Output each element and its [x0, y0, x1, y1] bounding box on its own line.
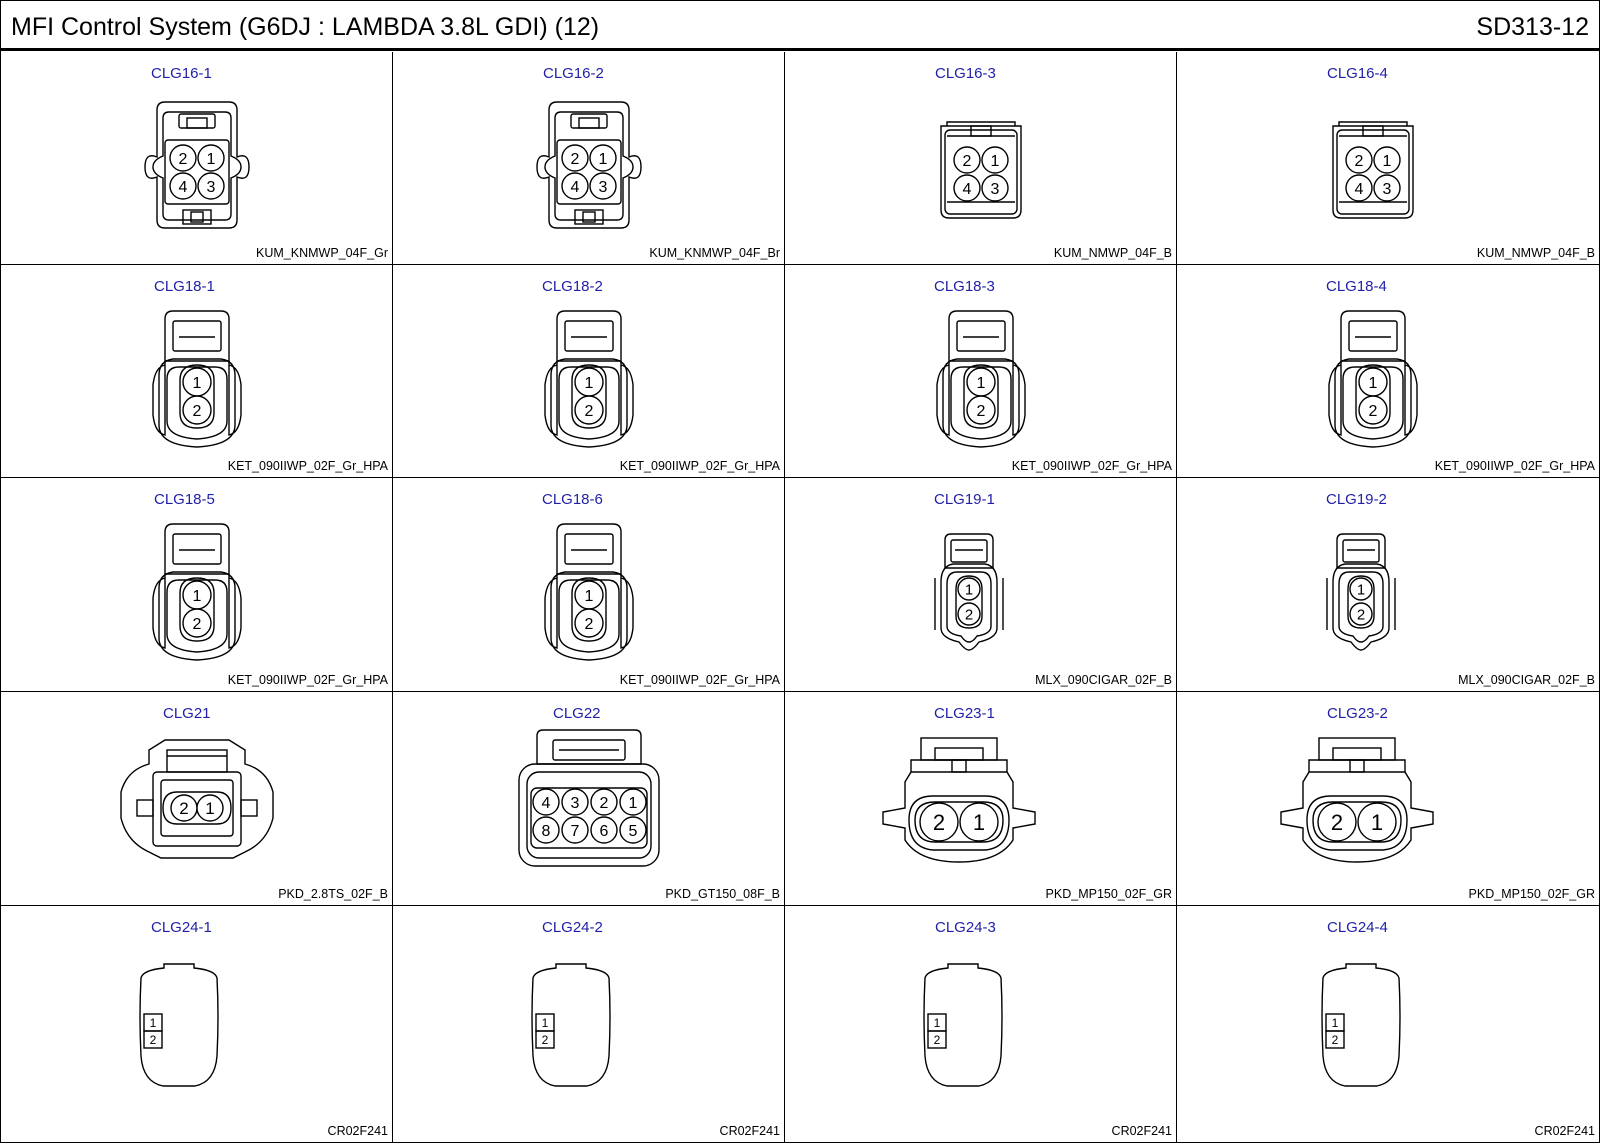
pin-number: 2	[962, 152, 972, 170]
connector-face-drawing	[1177, 52, 1599, 265]
pin-number: 1	[990, 152, 1000, 170]
pin-number: 1	[205, 799, 215, 819]
pin-number: 2	[1330, 809, 1344, 835]
pin-number: 1	[541, 1015, 549, 1030]
connector-face	[883, 738, 1035, 862]
connector-cell	[393, 265, 785, 478]
connector-cell	[1, 906, 393, 1142]
connector-id: CLG24-3	[935, 919, 996, 936]
connector-outline	[145, 102, 249, 228]
connector-id: CLG24-4	[1327, 919, 1388, 936]
pin-number: 1	[598, 150, 608, 168]
connector-cell	[1, 52, 393, 265]
connector-cell	[1177, 52, 1599, 265]
pin-number: 2	[1331, 1032, 1339, 1047]
latch	[935, 748, 983, 760]
pin-number: 2	[570, 150, 580, 168]
connector-part-number: KET_090IIWP_02F_Gr_HPA	[619, 459, 780, 473]
connector-cell	[1177, 692, 1599, 906]
connector-face	[1281, 738, 1433, 862]
connector-outline	[537, 102, 641, 228]
pin-number: 2	[1368, 402, 1378, 420]
pin-number: 1	[1356, 581, 1366, 599]
latch	[179, 114, 215, 128]
pin-number: 4	[570, 178, 580, 196]
connector-id: CLG18-2	[542, 278, 603, 295]
connector-id: CLG18-1	[154, 278, 215, 295]
connector-cell	[393, 478, 785, 692]
connector-part-number: KUM_KNMWP_04F_Br	[649, 246, 780, 260]
pin-number: 3	[598, 178, 608, 196]
pin-number: 1	[206, 150, 216, 168]
connector-face	[153, 524, 241, 660]
connector-outline	[1341, 311, 1405, 361]
connector-cell	[1177, 265, 1599, 478]
pin-number: 2	[933, 1032, 941, 1047]
connector-outline	[883, 760, 1035, 862]
connector-face-drawing	[1, 478, 393, 692]
pin-number: 2	[192, 402, 202, 420]
connector-part-number: PKD_MP150_02F_GR	[1045, 887, 1172, 901]
connector-face-drawing	[393, 692, 785, 906]
pin-number: 4	[541, 794, 551, 812]
key	[137, 800, 153, 816]
connector-id: CLG16-4	[1327, 65, 1388, 82]
connector-outline	[1333, 126, 1413, 218]
latch	[1349, 321, 1397, 351]
connector-cell	[1, 265, 393, 478]
connector-part-number: KUM_NMWP_04F_B	[1476, 246, 1595, 260]
connector-face	[941, 122, 1021, 218]
page-code: SD313-12	[1476, 13, 1589, 41]
connector-id: CLG19-2	[1326, 491, 1387, 508]
connector-part-number: KUM_NMWP_04F_B	[1053, 246, 1172, 260]
pin-number: 3	[570, 794, 580, 812]
connector-part-number: CR02F241	[327, 1124, 388, 1138]
connector-outline	[945, 534, 993, 568]
latch	[921, 738, 997, 760]
pin-number: 1	[1368, 374, 1378, 392]
pin-number: 2	[541, 1032, 549, 1047]
connector-id: CLG19-1	[934, 491, 995, 508]
pin-number: 3	[990, 180, 1000, 198]
pin-number: 1	[584, 587, 594, 605]
pin-number: 2	[976, 402, 986, 420]
connector-part-number: KET_090IIWP_02F_Gr_HPA	[1011, 459, 1172, 473]
latch	[1333, 748, 1381, 760]
connector-face-drawing	[393, 906, 785, 1142]
pin-number: 1	[933, 1015, 941, 1030]
latch	[1363, 126, 1383, 136]
connector-part-number: MLX_090CIGAR_02F_B	[1035, 673, 1172, 687]
connector-outline	[165, 311, 229, 361]
connector-part-number: PKD_GT150_08F_B	[665, 887, 780, 901]
connector-cell	[1, 478, 393, 692]
connector-face	[545, 524, 633, 660]
connector-face-drawing	[1, 265, 393, 478]
pin-number: 4	[1354, 180, 1364, 198]
connector-grid	[1, 52, 1599, 1142]
connector-part-number: CR02F241	[719, 1124, 780, 1138]
connector-cell	[1, 692, 393, 906]
pin-number: 4	[962, 180, 972, 198]
connector-part-number: KET_090IIWP_02F_Gr_HPA	[1434, 459, 1595, 473]
connector-id: CLG23-1	[934, 705, 995, 722]
connector-face-drawing	[1, 906, 393, 1142]
connector-face	[537, 102, 641, 228]
connector-id: CLG23-2	[1327, 705, 1388, 722]
connector-cell	[785, 692, 1177, 906]
connector-cell	[1177, 478, 1599, 692]
connector-part-number: CR02F241	[1534, 1124, 1595, 1138]
pin-number: 5	[628, 822, 638, 840]
pin-number: 2	[964, 606, 974, 624]
pin-number: 3	[1382, 180, 1392, 198]
connector-face	[519, 730, 659, 866]
pin-number: 1	[192, 587, 202, 605]
connector-cell	[785, 906, 1177, 1142]
connector-face	[1322, 964, 1400, 1086]
connector-outline	[949, 311, 1013, 361]
connector-face-drawing	[785, 906, 1177, 1142]
pin-number: 2	[584, 402, 594, 420]
pin-number: 2	[584, 615, 594, 633]
connector-face	[937, 311, 1025, 447]
latch	[957, 321, 1005, 351]
connector-part-number: MLX_090CIGAR_02F_B	[1458, 673, 1595, 687]
connector-face-drawing	[785, 265, 1177, 478]
connector-face-drawing	[1177, 906, 1599, 1142]
connector-outline	[557, 524, 621, 574]
connector-face-drawing	[393, 478, 785, 692]
connector-cell	[393, 52, 785, 265]
connector-outline	[941, 126, 1021, 218]
pin-number: 1	[972, 809, 986, 835]
latch	[173, 534, 221, 564]
pin-number: 1	[584, 374, 594, 392]
connector-part-number: KET_090IIWP_02F_Gr_HPA	[227, 673, 388, 687]
pin-number: 2	[599, 794, 609, 812]
connector-face-drawing	[785, 692, 1177, 906]
pin-number: 2	[932, 809, 946, 835]
connector-part-number: KUM_KNMWP_04F_Gr	[256, 246, 388, 260]
connector-face	[935, 534, 1003, 650]
connector-face-drawing	[1, 692, 393, 906]
pin-number: 2	[178, 150, 188, 168]
connector-face-drawing	[785, 478, 1177, 692]
pin-number: 8	[541, 822, 551, 840]
connector-face-drawing	[393, 265, 785, 478]
pin-number: 1	[1382, 152, 1392, 170]
connector-outline	[165, 524, 229, 574]
latch	[571, 114, 607, 128]
connector-face-drawing	[785, 52, 1177, 265]
connector-part-number: KET_090IIWP_02F_Gr_HPA	[619, 673, 780, 687]
latch	[1319, 738, 1395, 760]
pin-number: 6	[599, 822, 609, 840]
connector-cell	[785, 478, 1177, 692]
connector-id: CLG18-3	[934, 278, 995, 295]
connector-id: CLG21	[163, 705, 211, 722]
pin-number: 1	[628, 794, 638, 812]
connector-outline	[557, 311, 621, 361]
latch	[952, 760, 966, 772]
page-title: MFI Control System (G6DJ : LAMBDA 3.8L GDI) (12)	[11, 13, 600, 41]
connector-id: CLG16-3	[935, 65, 996, 82]
pin-number: 4	[178, 178, 188, 196]
connector-part-number: PKD_2.8TS_02F_B	[278, 887, 388, 901]
connector-face	[532, 964, 610, 1086]
connector-cell	[785, 52, 1177, 265]
connector-face	[145, 102, 249, 228]
connector-id: CLG18-4	[1326, 278, 1387, 295]
pin-number: 1	[192, 374, 202, 392]
connector-face	[1329, 311, 1417, 447]
latch	[971, 126, 991, 136]
connector-face-drawing	[1177, 692, 1599, 906]
connector-outline	[519, 764, 659, 866]
connector-face-drawing	[1, 52, 393, 265]
latch	[565, 321, 613, 351]
latch	[173, 321, 221, 351]
connector-face	[153, 311, 241, 447]
pin-number: 1	[1370, 809, 1384, 835]
latch	[579, 118, 599, 128]
connector-face-drawing	[1177, 478, 1599, 692]
connector-cell	[393, 906, 785, 1142]
connector-id: CLG18-6	[542, 491, 603, 508]
key	[241, 800, 257, 816]
page-header	[1, 1, 1599, 51]
connector-face-drawing	[393, 52, 785, 265]
connector-outline	[1281, 760, 1433, 862]
connector-id: CLG16-2	[543, 65, 604, 82]
latch	[187, 118, 207, 128]
connector-face-drawing	[1177, 265, 1599, 478]
connector-id: CLG24-2	[542, 919, 603, 936]
connector-part-number: PKD_MP150_02F_GR	[1468, 887, 1595, 901]
connector-face	[121, 740, 273, 858]
connector-cell	[785, 265, 1177, 478]
pin-number: 1	[964, 581, 974, 599]
pin-number: 1	[149, 1015, 157, 1030]
pin-number: 3	[206, 178, 216, 196]
connector-face	[1327, 534, 1395, 650]
connector-part-number: CR02F241	[1111, 1124, 1172, 1138]
connector-id: CLG24-1	[151, 919, 212, 936]
connector-face	[545, 311, 633, 447]
connector-id: CLG16-1	[151, 65, 212, 82]
connector-part-number: KET_090IIWP_02F_Gr_HPA	[227, 459, 388, 473]
pin-number: 2	[1356, 606, 1366, 624]
pin-number: 2	[192, 615, 202, 633]
pin-number: 2	[1354, 152, 1364, 170]
connector-cell	[393, 692, 785, 906]
pin-number: 7	[570, 822, 580, 840]
pin-number: 1	[1331, 1015, 1339, 1030]
pin-number: 1	[976, 374, 986, 392]
connector-id: CLG18-5	[154, 491, 215, 508]
latch	[565, 534, 613, 564]
latch	[1343, 540, 1379, 562]
latch	[951, 540, 987, 562]
connector-id: CLG22	[553, 705, 601, 722]
connector-face	[140, 964, 218, 1086]
connector-face	[924, 964, 1002, 1086]
latch	[1350, 760, 1364, 772]
connector-face	[1333, 122, 1413, 218]
latch	[167, 750, 227, 772]
connector-outline	[121, 740, 273, 858]
connector-cell	[1177, 906, 1599, 1142]
pin-number: 2	[149, 1032, 157, 1047]
pin-number: 2	[179, 799, 189, 819]
connector-outline	[1337, 534, 1385, 568]
